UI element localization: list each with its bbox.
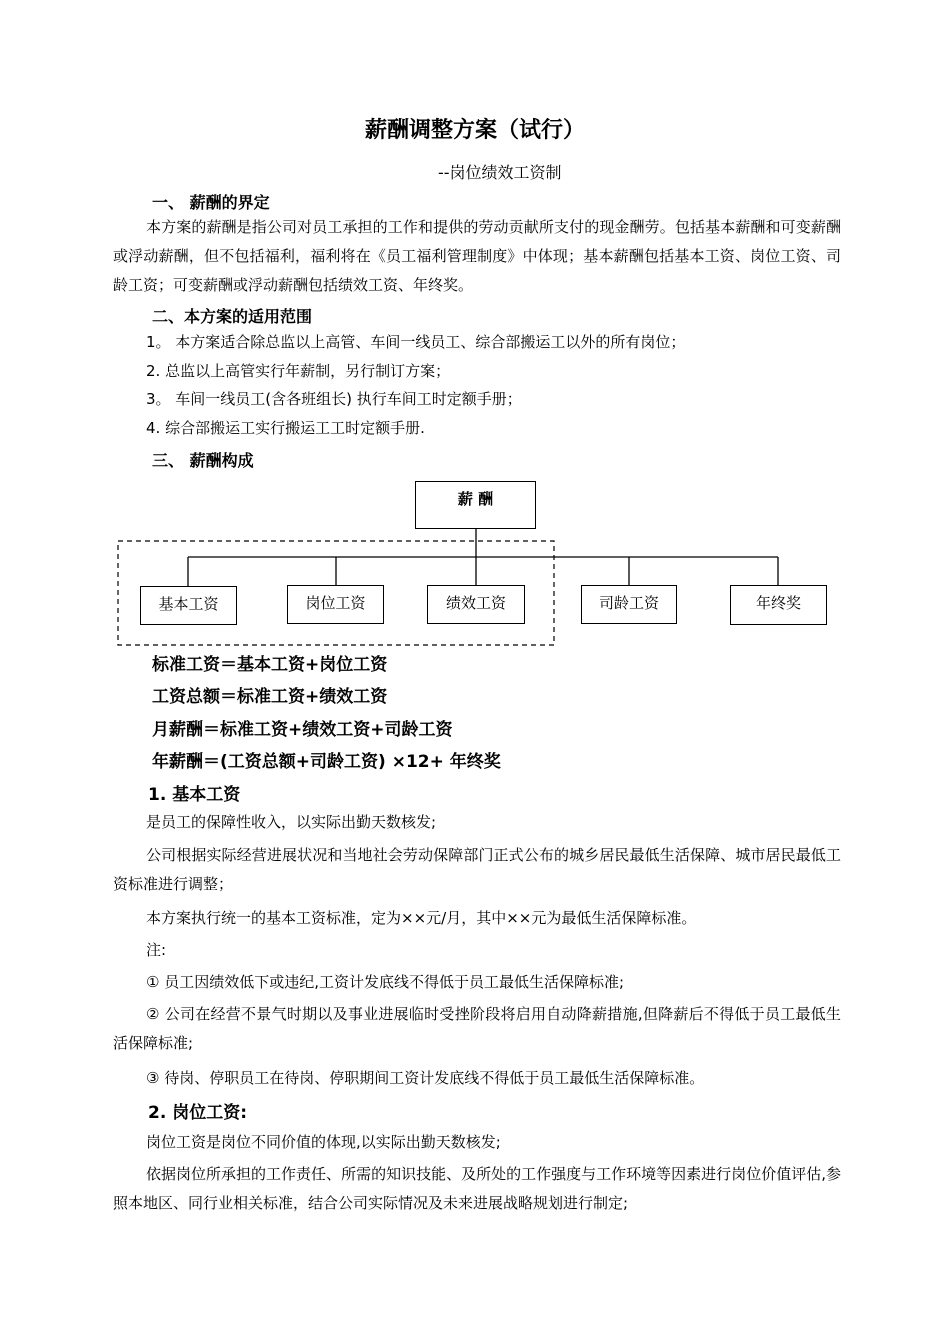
org-node-year-end-bonus: 年终奖 (730, 585, 827, 625)
org-node-seniority-wage: 司龄工资 (581, 585, 677, 624)
scope-item-3: 3。 车间一线员工(含各班组长) 执行车间工时定额手册； (146, 390, 522, 408)
document-subtitle: --岗位绩效工资制 (438, 163, 562, 182)
formula-annual-salary: 年薪酬＝(工资总额+司龄工资) ×12+ 年终奖 (152, 752, 501, 772)
note-item-1: ① 员工因绩效低下或违纪,工资计发底线不得低于员工最低生活保障标准; (146, 973, 625, 991)
formula-total-wage: 工资总额＝标准工资+绩效工资 (152, 687, 388, 707)
diagram-connectors (0, 0, 950, 660)
section-2-heading: 二、本方案的适用范围 (152, 307, 313, 326)
scope-item-2: 2. 总监以上高管实行年薪制，另行制订方案； (146, 362, 451, 380)
note-item-3: ③ 待岗、停职员工在待岗、停职期间工资计发底线不得低于员工最低生活保障标准。 (146, 1069, 705, 1087)
section-3-heading: 三、 薪酬构成 (152, 451, 254, 470)
org-node-root: 薪 酬 (415, 481, 536, 529)
scope-item-4: 4. 综合部搬运工实行搬运工工时定额手册. (146, 419, 425, 437)
org-node-basic-wage: 基本工资 (140, 586, 237, 625)
section-1-heading: 一、 薪酬的界定 (152, 193, 270, 212)
post-wage-paragraph-2: 依据岗位所承担的工作责任、所需的知识技能、及所处的工作强度与工作环境等因素进行岗位价值评估,参照本地区、同行业相关标准，结合公司实际情况及未来进展战略规划进行制定; (113, 1165, 841, 1212)
basic-wage-paragraph-2: 公司根据实际经营进展状况和当地社会劳动保障部门正式公布的城乡居民最低生活保障、城市居民最低工资标准进行调整； (113, 846, 841, 893)
post-wage-paragraph-1: 岗位工资是岗位不同价值的体现,以实际出勤天数核发; (146, 1133, 501, 1151)
note-item-2: ② 公司在经营不景气时期以及事业进展临时受挫阶段将启用自动降薪措施,但降薪后不得低于员工最低生活保障标准; (113, 1005, 841, 1052)
basic-wage-paragraph-3: 本方案执行统一的基本工资标准，定为××元/月，其中××元为最低生活保障标准。 (146, 909, 697, 927)
post-wage-heading: 2. 岗位工资: (148, 1103, 248, 1123)
formula-standard-wage: 标准工资＝基本工资+岗位工资 (152, 655, 388, 675)
org-node-post-wage: 岗位工资 (287, 585, 384, 624)
basic-wage-heading: 1. 基本工资 (148, 785, 241, 805)
basic-wage-paragraph-1: 是员工的保障性收入，以实际出勤天数核发; (146, 813, 437, 831)
document-title: 薪酬调整方案（试行） (364, 118, 585, 143)
formula-monthly-salary: 月薪酬＝标准工资+绩效工资+司龄工资 (152, 720, 453, 740)
org-node-performance-wage: 绩效工资 (427, 585, 525, 624)
scope-item-1: 1。 本方案适合除总监以上高管、车间一线员工、综合部搬运工以外的所有岗位； (146, 333, 686, 351)
section-1-paragraph: 本方案的薪酬是指公司对员工承担的工作和提供的劳动贡献所支付的现金酬劳。包括基本薪酬和可变薪酬或浮动薪酬，但不包括福利，福利将在《员工福利管理制度》中体现；基本薪酬包括基本工资、岗位工资、司龄工资；可变薪酬或浮动薪酬包括绩效工资、年终奖。 (113, 218, 841, 294)
note-label: 注: (146, 941, 167, 959)
